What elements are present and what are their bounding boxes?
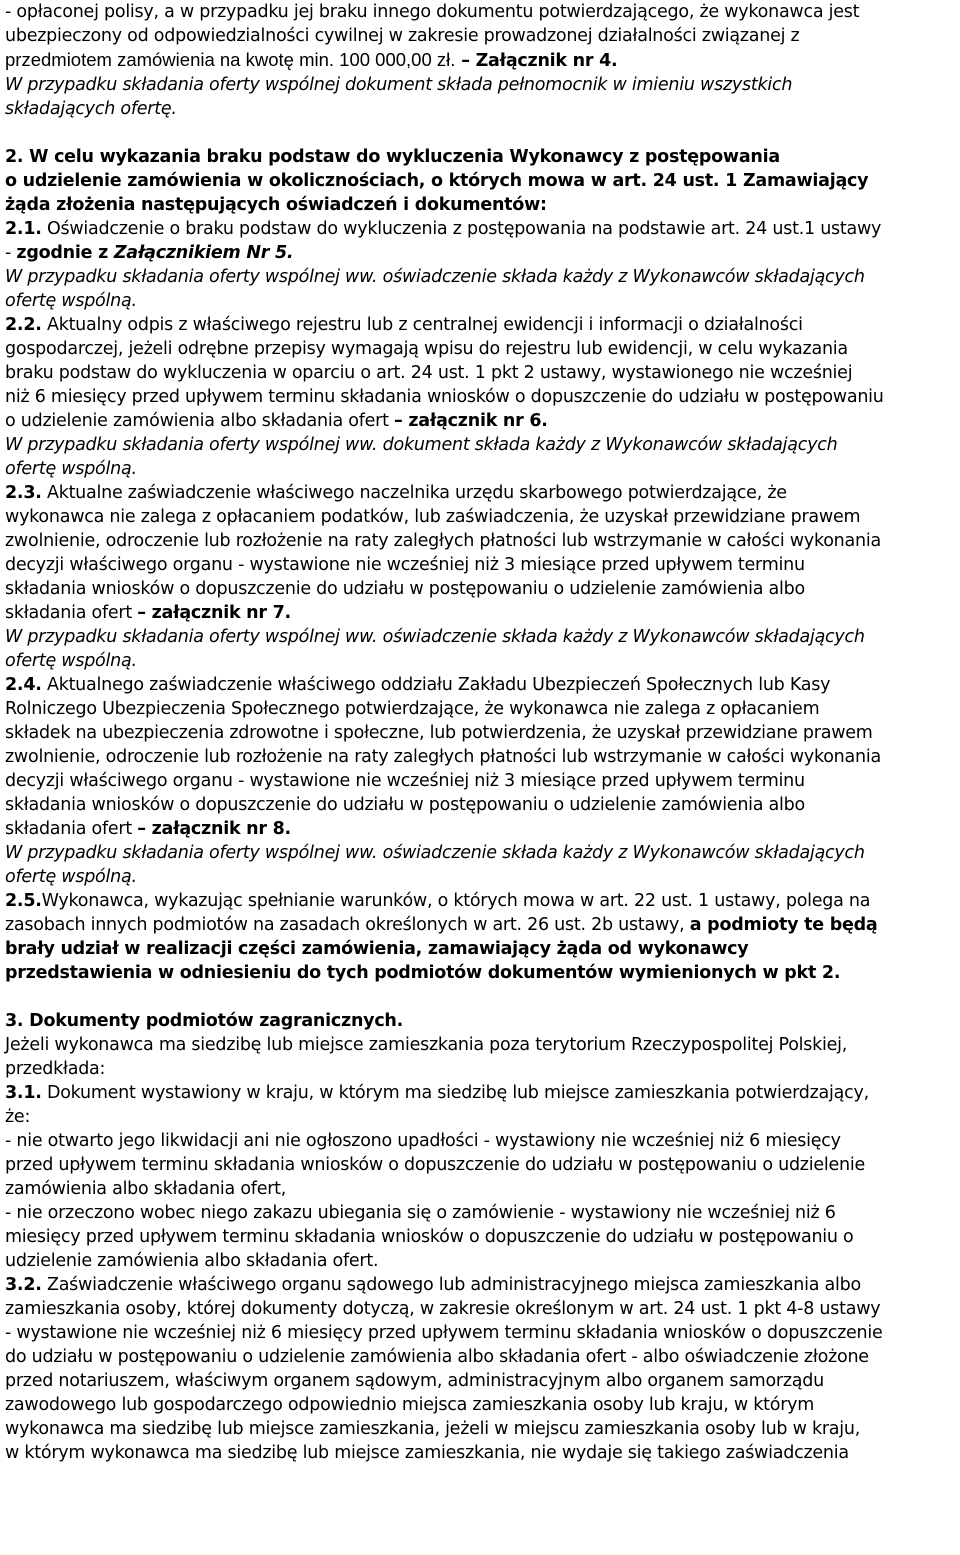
text-line: ofertę wspólną. [5,867,137,887]
text-line: zwolnienie, odroczenie lub rozłożenie na raty zaległych płatności lub wstrzymanie w całości wykonania [5,747,881,767]
text-span: Oświadczenie o braku podstaw do wykluczenia z postępowania na podstawie art. 24 ust.1 ustawy [41,219,882,239]
text-span: zgodnie z [16,243,114,263]
section-heading: 2. W celu wykazania braku podstaw do wykluczenia Wykonawcy z postępowania [5,147,780,167]
item-number: 2.3. [5,483,42,503]
text-line [5,1273,952,1297]
text-line: ofertę wspólną. [5,651,137,671]
text-line: decyzji właściwego organu - wystawione nie wcześniej niż 3 miesiące przed upływem terminu [5,771,805,791]
text-line: zamieszkania osoby, której dokumenty dotyczą, w zakresie określonym w art. 24 ust. 1 pkt 4-8 ustawy [5,1299,881,1319]
text-line: przed upływem terminu składania wniosków o dopuszczenie do udziału w postępowaniu o udzielenie [5,1155,865,1175]
text-line [5,409,952,433]
spacer [5,985,952,1009]
item-number: 2.2. [5,315,42,335]
text-line [5,889,952,913]
item-number: 2.1. [5,219,42,239]
text-line [5,673,952,697]
attachment-ref: – załącznik nr 8. [137,819,291,839]
text-line [5,481,952,505]
text-line [5,217,952,241]
text-line: składania wniosków o dopuszczenie do udziału w postępowaniu o udzielenie zamówienia albo [5,795,805,815]
text-line: zwolnienie, odroczenie lub rozłożenie na raty zaległych płatności lub wstrzymanie w całości wykonania [5,531,881,551]
text-span: przedmiotem zamówienia na kwotę min. 100 000,00 zł. [5,49,456,70]
attachment-ref: – załącznik nr 6. [394,411,548,431]
spacer [5,121,952,145]
text-line: ofertę wspólną. [5,459,137,479]
text-line: przedkłada: [5,1059,106,1079]
text-line: przed notariuszem, właściwym organem sądowym, administracyjnym albo organem samorządu [5,1371,824,1391]
text-line: że: [5,1107,31,1127]
text-line [5,241,952,265]
text-line: zawodowego lub gospodarczego odpowiednio miejsca zamieszkania osoby lub kraju, w którym [5,1395,815,1415]
text-span: Aktualnego zaświadczenie właściwego oddziału Zakładu Ubezpieczeń Społecznych lub Kasy [41,675,831,695]
text-span: składania ofert [5,603,138,623]
text-line: ubezpieczony od odpowiedzialności cywilnej w zakresie prowadzonej działalności związanej z [5,26,800,46]
text-line: przedstawienia w odniesieniu do tych podmiotów dokumentów wymienionych w pkt 2. [5,963,841,983]
text-span: zasobach innych podmiotów na zasadach określonych w art. 26 ust. 2b ustawy, [5,915,690,935]
text-line [5,913,952,937]
text-line: Rolniczego Ubezpieczenia Społecznego potwierdzające, że wykonawca nie zalega z opłacaniem [5,699,820,719]
attachment-ref: – załącznik nr 7. [137,603,291,623]
text-line [5,817,952,841]
text-line: braku podstaw do wykluczenia w oparciu o art. 24 ust. 1 pkt 2 ustawy, wystawionego nie wcześniej [5,363,853,383]
section-heading: 3. Dokumenty podmiotów zagranicznych. [5,1011,404,1031]
text-line: wykonawca nie zalega z opłacaniem podatków, lub zaświadczenia, że uzyskał przewidziane prawem [5,507,861,527]
text-line: składających ofertę. [5,99,177,119]
text-line: decyzji właściwego organu - wystawione nie wcześniej niż 3 miesiące przed upływem terminu [5,555,805,575]
text-line: - nie orzeczono wobec niego zakazu ubiegania się o zamówienie - wystawiony nie wcześniej niż 6 [5,1203,836,1223]
text-span: Wykonawca, wykazując spełnianie warunków, o których mowa w art. 22 ust. 1 ustawy, polega na [41,891,871,911]
text-line: W przypadku składania oferty wspólnej ww. oświadczenie składa każdy z Wykonawców składających [5,843,865,863]
text-span: składania ofert [5,819,138,839]
text-line: W przypadku składania oferty wspólnej ww. dokument składa każdy z Wykonawców składających [5,435,838,455]
text-line: Jeżeli wykonawca ma siedzibę lub miejsce zamieszkania poza terytorium Rzeczypospolitej Polskiej, [5,1035,848,1055]
text-line: ofertę wspólną. [5,291,137,311]
text-line: składek na ubezpieczenia zdrowotne i społeczne, lub potwierdzenia, że uzyskał przewidziane prawem [5,723,873,743]
text-line: w którym wykonawca ma siedzibę lub miejsce zamieszkania, nie wydaje się takiego zaświadczenia [5,1443,849,1463]
text-line: zamówienia albo składania ofert, [5,1179,287,1199]
text-line: - nie otwarto jego likwidacji ani nie ogłoszono upadłości - wystawiony nie wcześniej niż 6 miesięcy [5,1131,841,1151]
text-line: gospodarczej, jeżeli odrębne przepisy wymagają wpisu do rejestru lub ewidencji, w celu wykazania [5,339,848,359]
item-number: 2.4. [5,675,42,695]
text-line: W przypadku składania oferty wspólnej ww. oświadczenie składa każdy z Wykonawców składających [5,627,865,647]
item-number: 3.2. [5,1275,42,1295]
item-number: 2.5. [5,891,42,911]
attachment-ref: – Załącznik nr 4. [455,51,618,71]
text-span: a podmioty te będą [689,915,878,935]
text-line: udzielenie zamówienia albo składania ofert. [5,1251,379,1271]
text-line: brały udział w realizacji części zamówienia, zamawiający żąda od wykonawcy [5,939,749,959]
text-line: W przypadku składania oferty wspólnej dokument składa pełnomocnik w imieniu wszystkich [5,75,793,95]
text-span: - [5,243,17,263]
text-line: składania wniosków o dopuszczenie do udziału w postępowaniu o udzielenie zamówienia albo [5,579,805,599]
section-heading: o udzielenie zamówienia w okolicznościach, o których mowa w art. 24 ust. 1 Zamawiający [5,171,869,191]
text-line [5,1081,952,1105]
text-span: Aktualne zaświadczenie właściwego naczelnika urzędu skarbowego potwierdzające, że [41,483,787,503]
section-heading: żąda złożenia następujących oświadczeń i dokumentów: [5,195,547,215]
text-span: Aktualny odpis z właściwego rejestru lub z centralnej ewidencji i informacji o działalności [41,315,803,335]
text-line: - opłaconej polisy, a w przypadku jej braku innego dokumentu potwierdzającego, że wykonawca jest [5,2,860,22]
text-span: o udzielenie zamówienia albo składania ofert [5,411,395,431]
text-line: niż 6 miesięcy przed upływem terminu składania wniosków o dopuszczenie do udziału w postępowaniu [5,387,884,407]
text-line [5,313,952,337]
text-span: Zaświadczenie właściwego organu sądowego lub administracyjnego miejsca zamieszkania albo [41,1275,861,1295]
attachment-ref: Załącznikiem Nr 5. [113,243,294,263]
item-number: 3.1. [5,1083,42,1103]
text-line: miesięcy przed upływem terminu składania wniosków o dopuszczenie do udziału w postępowaniu o [5,1227,854,1247]
text-line: W przypadku składania oferty wspólnej ww. oświadczenie składa każdy z Wykonawców składających [5,267,865,287]
text-line [5,48,952,73]
text-line [5,601,952,625]
text-line: wykonawca ma siedzibę lub miejsce zamieszkania, jeżeli w miejscu zamieszkania osoby lub w kraju, [5,1419,861,1439]
text-line: do udziału w postępowaniu o udzielenie zamówienia albo składania ofert - albo oświadczenie złożone [5,1347,869,1367]
text-span: Dokument wystawiony w kraju, w którym ma siedzibę lub miejsce zamieszkania potwierdzający, [41,1083,869,1103]
text-line: - wystawione nie wcześniej niż 6 miesięcy przed upływem terminu składania wniosków o dopuszczenie [5,1323,883,1343]
